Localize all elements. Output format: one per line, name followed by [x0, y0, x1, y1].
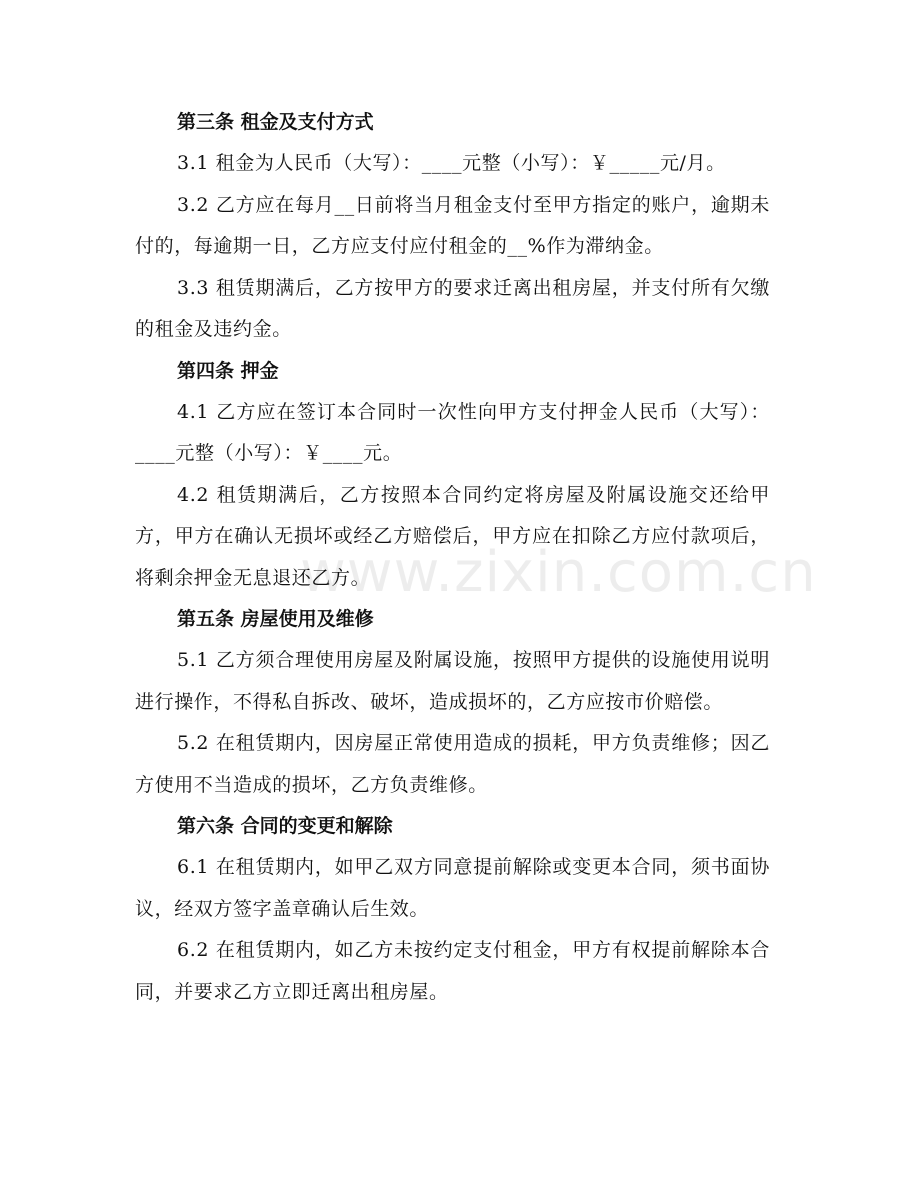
- clause-3-2: 3.2 乙方应在每月__日前将当月租金支付至甲方指定的账户，逾期未付的，每逾期一日，乙方应支付应付租金的__%作为滞纳金。: [135, 193, 770, 257]
- clause-3-1: 3.1 租金为人民币（大写）：____元整（小写）：￥_____元/月。: [177, 152, 726, 174]
- clause-3-3: 3.3 租赁期满后，乙方按甲方的要求迁离出租房屋，并支付所有欠缴的租金及违约金。: [135, 276, 770, 340]
- section-article-3: [135, 102, 770, 351]
- clause-4-1: 4.1 乙方应在签订本合同时一次性向甲方支付押金人民币（大写）：____元整（小写）：￥____元。: [135, 400, 770, 464]
- section-article-4: [135, 351, 770, 600]
- section-article-5: [135, 599, 770, 806]
- clause-6-1: 6.1 在租赁期内，如甲乙双方同意提前解除或变更本合同，须书面协议，经双方签字盖章确认后生效。: [135, 856, 770, 920]
- clause-4-2: 4.2 租赁期满后，乙方按照本合同约定将房屋及附属设施交还给甲方，甲方在确认无损坏或经乙方赔偿后，甲方应在扣除乙方应付款项后，将剩余押金无息退还乙方。: [135, 483, 770, 589]
- clause-5-1: 5.1 乙方须合理使用房屋及附属设施，按照甲方提供的设施使用说明进行操作，不得私自拆改、破坏，造成损坏的，乙方应按市价赔偿。: [135, 649, 770, 713]
- section-article-6: [135, 806, 770, 1013]
- document-body: [135, 102, 770, 1013]
- section-heading: 第六条 合同的变更和解除: [177, 815, 393, 837]
- section-heading: 第五条 房屋使用及维修: [177, 608, 374, 630]
- section-heading: 第三条 租金及支付方式: [177, 111, 374, 133]
- section-heading: 第四条 押金: [177, 359, 279, 382]
- clause-5-2: 5.2 在租赁期内，因房屋正常使用造成的损耗，甲方负责维修；因乙方使用不当造成的损坏，乙方负责维修。: [135, 732, 770, 796]
- watermark: www.zixin.com.cn: [300, 540, 817, 605]
- clause-6-2: 6.2 在租赁期内，如乙方未按约定支付租金，甲方有权提前解除本合同，并要求乙方立即迁离出租房屋。: [135, 939, 770, 1003]
